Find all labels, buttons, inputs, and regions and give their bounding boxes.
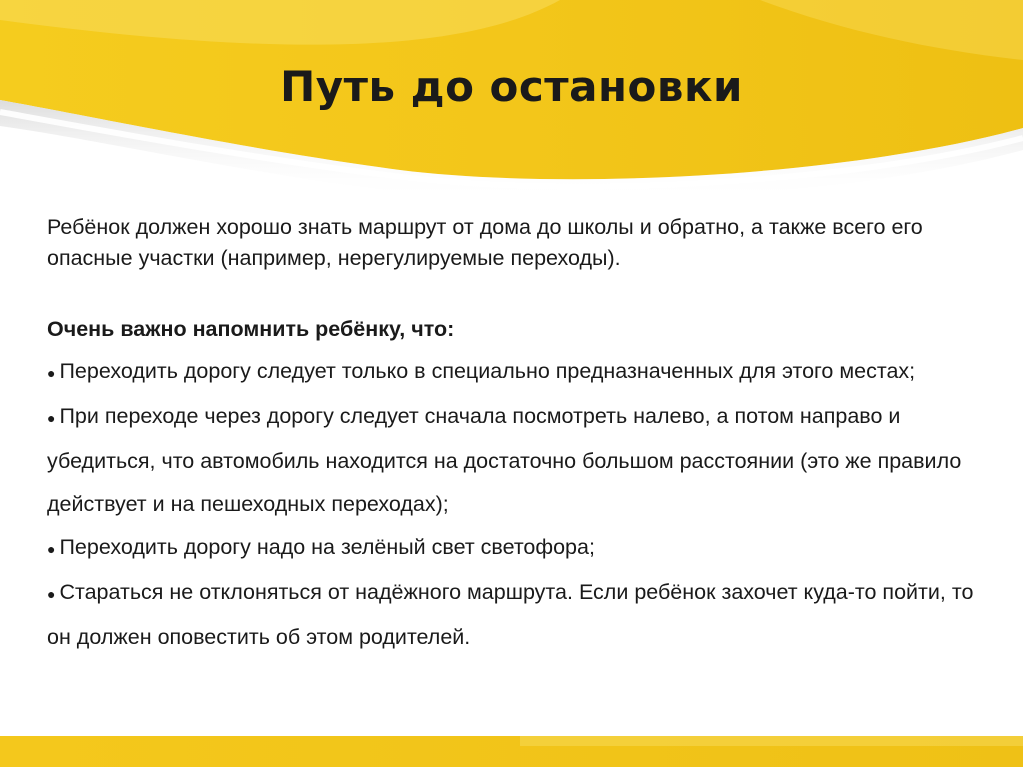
slide-title: Путь до остановки <box>280 62 743 111</box>
bullet-icon: ● <box>47 410 56 426</box>
lead-heading: Очень важно напомнить ребёнку, что: <box>47 317 455 341</box>
footer-highlight <box>520 736 1023 746</box>
bullet-icon: ● <box>47 586 56 602</box>
list-item <box>47 350 987 395</box>
bullet-list <box>47 350 987 659</box>
slide-body <box>47 212 987 659</box>
bullet-icon: ● <box>47 365 56 381</box>
bullet-icon: ● <box>47 541 56 557</box>
intro-paragraph: Ребёнок должен хорошо знать маршрут от дома до школы и обратно, а также всего его опасные участки (например, нерегулируемые переходы). <box>47 215 923 270</box>
list-item-text: Стараться не отклоняться от надёжного маршрута. Если ребёнок захочет куда-то пойти, то он должен оповестить об этом родителей. <box>47 580 974 649</box>
list-item <box>47 571 987 659</box>
list-item-text: Переходить дорогу надо на зелёный свет светофора; <box>59 535 595 559</box>
list-item-text: Переходить дорогу следует только в специально предназначенных для этого местах; <box>59 359 916 383</box>
list-item-text: При переходе через дорогу следует сначала посмотреть налево, а потом направо и убедиться, что автомобиль находится на достаточно большом расстоянии (это же правило действует и на пешеходных переходах); <box>47 404 962 516</box>
list-item <box>47 526 987 571</box>
list-item <box>47 395 987 526</box>
